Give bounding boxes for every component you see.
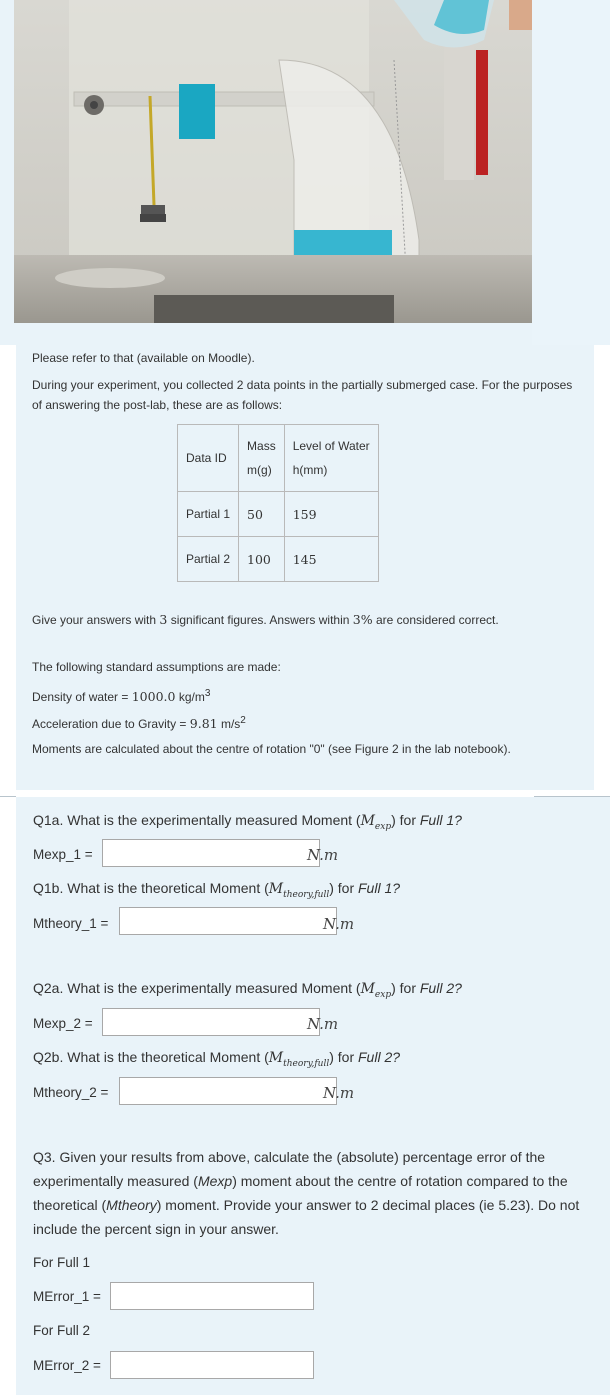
mtheory1-unit: N.m [323,915,355,933]
mtheory2-unit: N.m [323,1084,355,1102]
sigfigs-percent: 3% [352,612,373,627]
density-exponent: 3 [204,688,211,699]
divider-left [0,796,16,797]
merror2-label: MError_2 = [33,1358,101,1373]
q2b-prefix: Q2b. What is the theoretical Moment ( [33,1049,269,1065]
q2b-symbol: M [268,1050,284,1066]
q2b-case: Full 2 [358,1049,393,1065]
for-full1-label: For Full 1 [33,1255,91,1270]
mexp2-label: Mexp_2 = [33,1016,93,1031]
sigfigs-prefix: Give your answers with [32,613,157,627]
mtheory1-label: Mtheory_1 = [33,916,109,931]
data-table [177,424,379,582]
sigfigs-suffix: are considered correct. [375,613,499,627]
q2a-symbol: M [360,981,375,997]
question-2a [33,978,462,1005]
q1a-prefix: Q1a. What is the experimentally measured Moment ( [33,812,361,828]
header-level [284,425,378,492]
moments-text: Moments are calculated about the centre of rotation "0" (see Figure 2 in the lab notebook). [32,742,511,756]
mexp2-unit: N.m [307,1015,339,1033]
density-value: 1000.0 [131,689,176,704]
sigfigs-number: 3 [159,612,168,627]
q1a-end: ? [454,812,462,828]
merror1-label: MError_1 = [33,1289,101,1304]
q3-part-c: ) moment. Provide your answer to 2 decimal places (ie 5.23). Do not include the percent sign in your answer. [33,1197,580,1237]
q3-mexp: Mexp [197,1173,233,1189]
question-1a [33,810,462,837]
q2b-subscript: theory,full [283,1058,330,1069]
table-row [178,537,379,582]
mtheory1-input[interactable] [119,907,337,935]
header-level-label: Level of Water [292,439,370,453]
q1b-subscript: theory,full [283,889,330,900]
gravity-exponent: 2 [240,715,246,726]
collected-text: During your experiment, you collected 2 data points in the partially submerged case. For the purposes of answering the post-lab, these are as follows: [32,378,573,412]
q1b-case: Full 1 [358,880,393,896]
header-mass-label: Mass [247,439,276,453]
experiment-info-panel [16,345,594,790]
q2b-post: ) for [329,1049,355,1065]
apparatus-illustration [14,0,532,323]
q3-part-b: ) moment about the centre of rotation compared to the theoretical ( [33,1173,568,1213]
q1a-subscript: exp [374,821,392,832]
photo-area [0,0,610,345]
q2b-end: ? [392,1049,401,1065]
mexp1-unit: N.m [307,846,339,864]
assumptions-text: The following standard assumptions are made: [32,660,281,674]
q3-mtheory: Mtheory [106,1197,157,1213]
gravity-label: Acceleration due to Gravity = [32,717,187,731]
q2a-end: ? [454,980,462,996]
q1b-prefix: Q1b. What is the theoretical Moment ( [33,880,269,896]
table-header-row [178,425,379,492]
refer-text: Please refer to that (available on Moodle). [32,351,255,365]
density-text [32,684,582,707]
lab-apparatus-photo [14,0,532,323]
q1a-symbol: M [360,813,375,829]
header-mass-unit: m(g) [247,463,272,477]
header-data-id: Data ID [178,425,239,492]
q2a-prefix: Q2a. What is the experimentally measured Moment ( [33,980,361,996]
q1b-post: ) for [329,880,355,896]
q1a-post: ) for [391,812,416,828]
mexp1-input[interactable] [102,839,320,867]
gravity-text [32,711,582,734]
merror1-input[interactable] [110,1282,314,1310]
density-label: Density of water = [32,690,129,704]
q2a-subscript: exp [374,989,392,1000]
cell-mass: 50 [239,492,285,537]
mexp2-input[interactable] [102,1008,320,1036]
question-2b [33,1047,400,1074]
sigfigs-mid: significant figures. Answers within [170,613,350,627]
q3-part-a: Q3. Given your results from above, calculate the (absolute) percentage error of the experimentally measured ( [33,1149,546,1189]
merror2-input[interactable] [110,1351,314,1379]
questions-panel [16,797,610,1395]
q1a-case: Full 1 [419,812,455,828]
mtheory2-input[interactable] [119,1077,337,1105]
density-unit: kg/m [178,690,205,704]
mexp1-label: Mexp_1 = [33,847,93,862]
cell-level: 159 [284,492,378,537]
photo-side-strip [532,0,610,345]
q2a-case: Full 2 [419,980,455,996]
question-1b [33,878,400,905]
header-level-unit: h(mm) [292,463,328,477]
question-3 [33,1145,598,1241]
cell-id: Partial 2 [178,537,239,582]
gravity-unit: m/s [220,717,241,731]
q1b-end: ? [392,880,401,896]
table-row [178,492,379,537]
mtheory2-label: Mtheory_2 = [33,1085,109,1100]
for-full2-label: For Full 2 [33,1323,91,1338]
header-mass [239,425,285,492]
cell-mass: 100 [239,537,285,582]
gravity-value: 9.81 [189,716,218,731]
sigfigs-text [32,610,582,630]
cell-level: 145 [284,537,378,582]
q2a-post: ) for [391,980,416,996]
q1b-symbol: M [268,881,284,897]
cell-id: Partial 1 [178,492,239,537]
